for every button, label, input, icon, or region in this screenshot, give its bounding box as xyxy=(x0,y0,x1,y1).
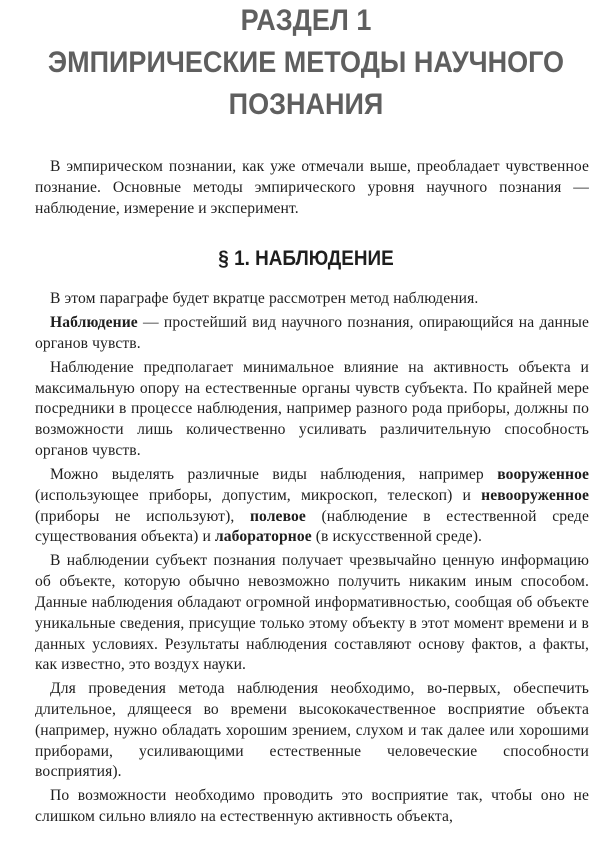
term-armed: вооруженное xyxy=(497,465,589,483)
term-unarmed: невооруженное xyxy=(481,486,589,504)
paragraph: Для проведения метода наблюдения необходимо, во-первых, обеспечить длительное, длящееся во времени высококачественное восприятие объекта (например, нужно обладать хорошим зрением, слухом и так далее или хорошими приборами, усиливающими естественные человеческие способности восприятия). xyxy=(35,680,589,781)
paragraph: Наблюдение предполагает минимальное влияние на активность объекта и максимальную опору на естественные органы чувств субъекта. По крайней мере посредники в процессе наблюдения, например разного рода приборы, должны по возможности лишь количественно усиливать различительную способность органов чувств. xyxy=(35,358,589,459)
observation-types-paragraph xyxy=(35,465,589,548)
term-laboratory: лабораторное xyxy=(214,528,312,546)
intro-block xyxy=(35,157,589,219)
text-run: (использующее приборы, допустим, микроскоп, телескоп) и xyxy=(35,486,482,504)
chapter-title-line: ПОЗНАНИЯ xyxy=(228,88,384,121)
chapter-title-line: ЭМПИРИЧЕСКИЕ МЕТОДЫ НАУЧНОГО xyxy=(47,46,565,79)
paragraph: В этом параграфе будет вкратце рассмотрен метод наблюдения. xyxy=(50,290,479,307)
text-run: Можно выделять различные виды наблюдения, например xyxy=(50,465,498,483)
text-run: (приборы не используют), xyxy=(35,507,250,525)
chapter-title xyxy=(31,0,582,126)
definition-text: — простейший вид научного познания, опирающийся на данные органов чувств. xyxy=(35,313,589,352)
intro-paragraph: В эмпирическом познании, как уже отмечали выше, преобладает чувственное познание. Основные методы эмпирического уровня научного познания — наблюдение, измерение и эксперимент. xyxy=(35,158,589,217)
chapter-number: РАЗДЕЛ 1 xyxy=(240,4,372,37)
paragraph: В наблюдении субъект познания получает чрезвычайно ценную информацию об объекте, которую обычно невозможно получить никаким иным способом. Данные наблюдения обладают огромной информативностью, сообщая об объекте уникальные сведения, присущие только этому объекту в этот момент времени и в данных условиях. Результаты наблюдения составляют основу фактов, а факты, как известно, это воздух науки. xyxy=(35,552,589,674)
term-field: полевое xyxy=(249,507,306,525)
section-heading: § 1. НАБЛЮДЕНИЕ xyxy=(218,247,394,270)
defined-term: Наблюдение xyxy=(50,313,138,331)
definition-paragraph xyxy=(35,313,589,355)
text-run: (в искусственной среде). xyxy=(311,528,482,546)
section-body xyxy=(35,289,589,828)
paragraph: По возможности необходимо проводить это восприятие так, чтобы оно не слишком сильно влияло на естественную активность объекта, xyxy=(35,787,589,826)
text-run: (наблюдение в естественной среде существования объекта) и xyxy=(35,507,589,546)
